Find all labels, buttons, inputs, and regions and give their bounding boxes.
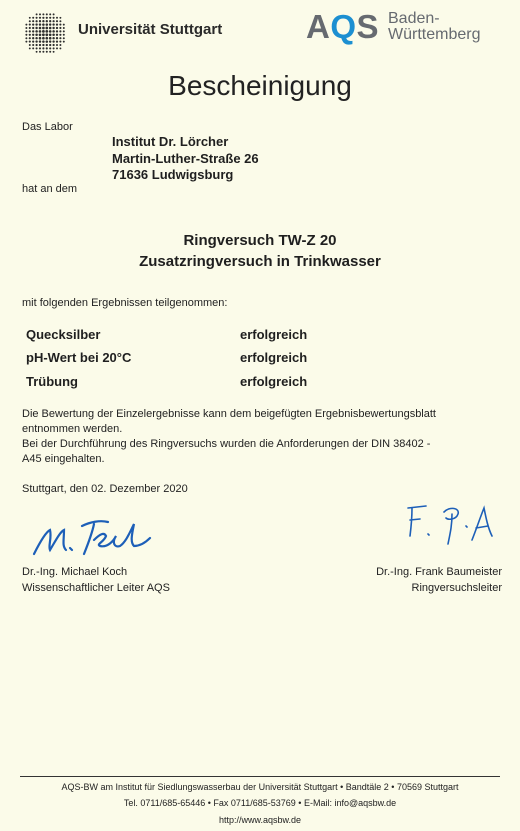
logo-dot (29, 20, 31, 22)
logo-dot (32, 37, 34, 39)
logo-dot (36, 17, 38, 19)
logo-dot (42, 40, 45, 43)
logo-dot (39, 27, 42, 30)
logo-dot (49, 40, 51, 42)
logo-dot (35, 27, 37, 29)
logo-dot (35, 20, 37, 22)
footer-website[interactable]: http://www.aqsbw.de (218, 815, 302, 825)
logo-dot (63, 27, 65, 29)
logo-dot (59, 47, 61, 49)
logo-dot (25, 24, 27, 26)
university-name: Universität Stuttgart (78, 21, 223, 38)
logo-dot (63, 41, 65, 43)
logo-dot (29, 41, 31, 43)
signatory-left-role: Wissenschaftlicher Leiter AQS (22, 582, 170, 594)
logo-dot (49, 33, 52, 36)
logo-dot (49, 27, 52, 30)
logo-dot (35, 23, 37, 25)
logo-dot (56, 27, 58, 29)
logo-dot (56, 40, 58, 42)
logo-dot (53, 17, 55, 19)
logo-dot (42, 20, 44, 22)
logo-dot (59, 17, 61, 19)
logo-dot (45, 37, 48, 40)
place-date: Stuttgart, den 02. Dezember 2020 (22, 483, 188, 495)
logo-dot (29, 30, 31, 32)
logo-dot (39, 47, 41, 49)
participated-label: hat an dem (22, 183, 78, 195)
logo-dot (52, 20, 54, 22)
logo-dot (25, 37, 27, 39)
logo-dot (32, 44, 34, 46)
notes-paragraph: Die Bewertung der Einzelergebnisse kann dem beigefügten Ergebnisbewertungsblatt entnommen werden. Bei der Durchführung des Ringversuchs wurden die Anforderungen der DIN 38402 - A45 eingehalten. (22, 408, 436, 465)
result-parameter: Trübung (26, 374, 78, 389)
logo-dot (42, 27, 45, 30)
logo-dot (52, 30, 55, 33)
logo-dot (36, 51, 38, 53)
logo-dot (46, 47, 48, 49)
logo-dot (53, 51, 55, 53)
logo-dot (29, 37, 31, 39)
signature-right-icon (400, 500, 500, 548)
logo-dot (49, 44, 51, 46)
logo-dot (49, 37, 52, 40)
logo-dot (56, 37, 58, 39)
logo-dot (42, 23, 45, 26)
logo-dot (25, 41, 27, 43)
logo-dot (46, 40, 49, 43)
signature-left-icon (30, 512, 155, 560)
logo-dot (56, 23, 58, 25)
signatory-right-name: Dr.-Ing. Frank Baumeister (376, 566, 502, 578)
result-value: erfolgreich (240, 350, 308, 365)
footer-contact: Tel. 0711/685-65446 • Fax 0711/685-53769 • E-Mail: info@aqsbw.de (123, 798, 397, 808)
logo-dot (29, 24, 31, 26)
logo-dot (29, 44, 31, 46)
logo-dot (59, 41, 61, 43)
logo-dot (39, 17, 41, 19)
logo-dot (59, 37, 61, 39)
logo-dot (46, 13, 48, 15)
logo-dot (29, 27, 31, 29)
logo-dot (39, 33, 42, 36)
logo-dot (49, 30, 52, 33)
logo-dot (56, 34, 58, 36)
logo-dot (53, 13, 55, 15)
logo-dot (35, 44, 37, 46)
result-parameter: pH-Wert bei 20°C (26, 350, 132, 365)
logo-dot (63, 30, 65, 32)
logo-dot (59, 44, 61, 46)
logo-dot (49, 17, 51, 19)
logo-dot (32, 30, 34, 32)
logo-dot (49, 47, 51, 49)
logo-dot (42, 33, 45, 36)
logo-dot (29, 17, 31, 19)
lab-name: Institut Dr. Lörcher (112, 134, 229, 149)
logo-dot (45, 27, 48, 30)
logo-dot (49, 13, 51, 15)
logo-dot (56, 44, 58, 46)
aqs-logo-text: AQS (306, 8, 380, 45)
logo-dot (42, 44, 44, 46)
logo-dot (42, 30, 45, 33)
logo-dot (52, 37, 54, 39)
logo-dot (46, 23, 49, 26)
signatory-left-name: Dr.-Ing. Michael Koch (22, 566, 128, 578)
intro-label: Das Labor (22, 121, 73, 133)
university-logo-icon (22, 10, 68, 56)
logo-dot (45, 33, 48, 36)
logo-dot (53, 47, 55, 49)
logo-dot (49, 23, 51, 25)
test-title: Ringversuch TW-Z 20 (183, 232, 337, 249)
logo-dot (46, 51, 48, 53)
signatory-right-role: Ringversuchsleiter (411, 582, 502, 594)
lab-street: Martin-Luther-Straße 26 (112, 151, 259, 166)
result-value: erfolgreich (240, 374, 308, 389)
logo-dot (29, 47, 31, 49)
logo-dot (39, 40, 41, 42)
results-intro: mit folgenden Ergebnissen teilgenommen: (22, 297, 228, 309)
logo-dot (56, 30, 58, 32)
result-value: erfolgreich (240, 327, 308, 342)
logo-dot (59, 30, 61, 32)
logo-dot (45, 30, 48, 33)
logo-dot (25, 27, 27, 29)
logo-dot (56, 47, 58, 49)
logo-dot (39, 51, 41, 53)
logo-dot (46, 17, 48, 19)
logo-dot (63, 34, 65, 36)
logo-dot (52, 27, 54, 29)
logo-dot (32, 27, 34, 29)
logo-dot (59, 24, 61, 26)
logo-dot (52, 40, 54, 42)
lab-city: 71636 Ludwigsburg (112, 167, 234, 182)
logo-dot (59, 34, 61, 36)
logo-dot (49, 20, 51, 22)
logo-dot (32, 40, 34, 42)
logo-dot (59, 20, 61, 22)
logo-dot (29, 34, 31, 36)
test-subtitle: Zusatzringversuch in Trinkwasser (139, 253, 381, 270)
aqs-region: Baden- Württemberg (388, 10, 481, 43)
logo-dot (63, 24, 65, 26)
logo-dot (56, 20, 58, 22)
logo-dot (32, 23, 34, 25)
logo-dot (46, 20, 48, 22)
logo-dot (46, 44, 48, 46)
logo-dot (36, 13, 38, 15)
logo-dot (39, 44, 41, 46)
logo-dot (52, 34, 55, 37)
logo-dot (35, 40, 37, 42)
footer-divider (20, 776, 500, 777)
logo-dot (42, 37, 45, 40)
result-parameter: Quecksilber (26, 327, 101, 342)
logo-dot (32, 20, 34, 22)
logo-dot (35, 34, 38, 37)
logo-dot (39, 13, 41, 15)
logo-dot (56, 17, 58, 19)
logo-dot (39, 23, 41, 25)
logo-dot (35, 37, 37, 39)
logo-dot (52, 23, 54, 25)
logo-dot (42, 13, 44, 15)
logo-dot (42, 51, 44, 53)
logo-dot (35, 30, 38, 33)
logo-dot (25, 30, 27, 32)
logo-dot (49, 51, 51, 53)
logo-dot (39, 37, 42, 40)
logo-dot (59, 27, 61, 29)
page-title: Bescheinigung (168, 70, 352, 101)
logo-dot (63, 37, 65, 39)
logo-dot (52, 44, 54, 46)
logo-dot (42, 17, 44, 19)
logo-dot (39, 30, 42, 33)
logo-dot (32, 17, 34, 19)
logo-dot (32, 47, 34, 49)
logo-dot (32, 34, 34, 36)
footer-address: AQS-BW am Institut für Siedlungswasserbau der Universität Stuttgart • Bandtäle 2 • 70569 Stuttgart (61, 782, 459, 792)
logo-dot (42, 47, 44, 49)
logo-dot (25, 34, 27, 36)
aqs-logo (306, 10, 506, 50)
logo-dot (36, 47, 38, 49)
logo-dot (39, 20, 41, 22)
